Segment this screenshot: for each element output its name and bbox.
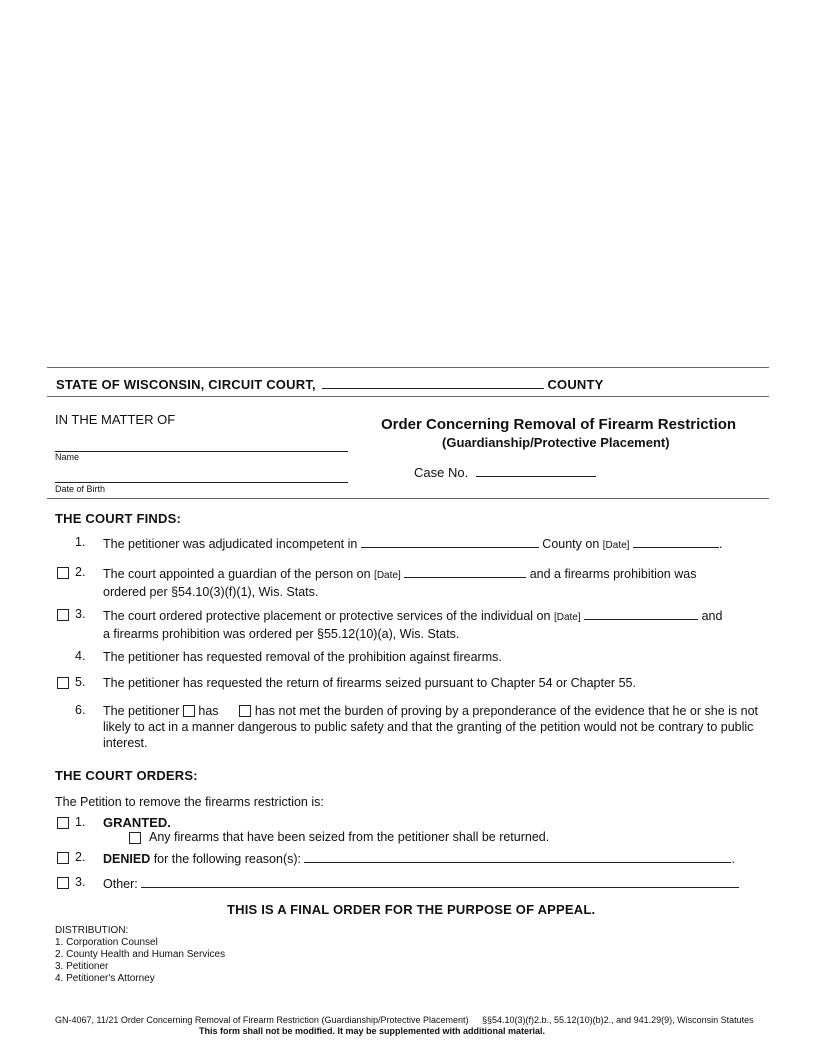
return-firearms-text: Any firearms that have been seized from the petitioner shall be returned. (149, 830, 550, 844)
dob-field[interactable] (55, 470, 348, 483)
name-label: Name (55, 452, 80, 462)
finding-4-text: The petitioner has requested removal of the prohibition against firearms. (103, 650, 502, 664)
case-no-label: Case No. (414, 465, 469, 480)
distribution-item-3: 3. Petitioner (55, 961, 109, 972)
granted-checkbox[interactable] (57, 817, 69, 829)
footer-form-id: GN-4067, 11/21 Order Concerning Removal of Firearm Restriction (Guardianship/Protective Placement) (55, 1015, 469, 1025)
other-number: 3. (75, 875, 86, 889)
adjudication-county-field[interactable] (361, 535, 539, 548)
case-no-field[interactable] (476, 464, 596, 477)
footer-notice: This form shall not be modified. It may be supplemented with additional material. (199, 1026, 546, 1036)
matter-label: IN THE MATTER OF (55, 412, 176, 427)
final-order-statement: THIS IS A FINAL ORDER FOR THE PURPOSE OF APPEAL. (227, 902, 596, 917)
finding-1-text: The petitioner was adjudicated incompetent in County on [Date] . (103, 537, 723, 551)
court-header (56, 376, 604, 392)
county-name-field[interactable] (322, 376, 544, 389)
dob-label: Date of Birth (55, 484, 106, 494)
name-field[interactable] (55, 439, 348, 452)
denied-text: DENIED for the following reason(s): . (103, 852, 735, 866)
caption-rule (47, 498, 769, 499)
footer-statutes: §§54.10(3)(f)2.b., 55.12(10)(b)2., and 941.29(9), Wisconsin Statutes (482, 1015, 754, 1025)
finding-5-checkbox[interactable] (57, 677, 69, 689)
finding-6-text: The petitioner has has not met the burden of proving by a preponderance of the evidence that he or she is not likely to act in a manner dangerous to public safety and that the granting of the petition would not be contrary to public interest. (103, 704, 759, 750)
finding-3-number: 3. (75, 607, 86, 621)
granted-label: GRANTED. (103, 815, 171, 830)
finding-1-number: 1. (75, 535, 86, 549)
finding-4-number: 4. (75, 649, 86, 663)
placement-date-field[interactable] (584, 607, 698, 620)
has-checkbox[interactable] (183, 705, 195, 717)
denied-number: 2. (75, 850, 86, 864)
return-firearms-checkbox[interactable] (129, 832, 141, 844)
finding-3-checkbox[interactable] (57, 609, 69, 621)
denied-reason-field[interactable] (304, 850, 731, 863)
orders-intro: The Petition to remove the firearms restriction is: (55, 795, 324, 809)
granted-number: 1. (75, 815, 86, 829)
distribution-item-4: 4. Petitioner's Attorney (55, 973, 155, 984)
finding-6-number: 6. (75, 703, 86, 717)
form-title: Order Concerning Removal of Firearm Restriction (381, 416, 737, 433)
county-label: COUNTY (547, 377, 604, 392)
guardian-date-field[interactable] (404, 565, 526, 578)
distribution-label: DISTRIBUTION: (55, 925, 129, 936)
form-subtitle: (Guardianship/Protective Placement) (442, 435, 670, 450)
other-text (103, 875, 739, 891)
finding-2-checkbox[interactable] (57, 567, 69, 579)
case-no (414, 464, 596, 480)
other-label: Other: (103, 877, 138, 891)
adjudication-date-field[interactable] (633, 535, 719, 548)
state-court-label: STATE OF WISCONSIN, CIRCUIT COURT, (56, 377, 316, 392)
denied-label: DENIED (103, 852, 151, 866)
other-checkbox[interactable] (57, 877, 69, 889)
header-rule (47, 396, 769, 397)
has-not-checkbox[interactable] (239, 705, 251, 717)
findings-heading: THE COURT FINDS: (55, 511, 181, 526)
finding-5-text: The petitioner has requested the return of firearms seized pursuant to Chapter 54 or Chapter 55. (103, 676, 636, 690)
distribution-item-1: 1. Corporation Counsel (55, 937, 158, 948)
finding-2-number: 2. (75, 565, 86, 579)
finding-5-number: 5. (75, 675, 86, 689)
finding-2-text: The court appointed a guardian of the person on [Date] and a firearms prohibition was ordered per §54.10(3)(f)(1), Wis. Stats. (103, 567, 697, 599)
finding-3-text: The court ordered protective placement or protective services of the individual on [Date] and a firearms prohibition was ordered per §55.12(10)(a), Wis. Stats. (103, 609, 723, 641)
top-rule (47, 367, 769, 368)
other-field[interactable] (141, 875, 739, 888)
orders-heading: THE COURT ORDERS: (55, 768, 198, 783)
distribution-item-2: 2. County Health and Human Services (55, 949, 226, 960)
denied-checkbox[interactable] (57, 852, 69, 864)
